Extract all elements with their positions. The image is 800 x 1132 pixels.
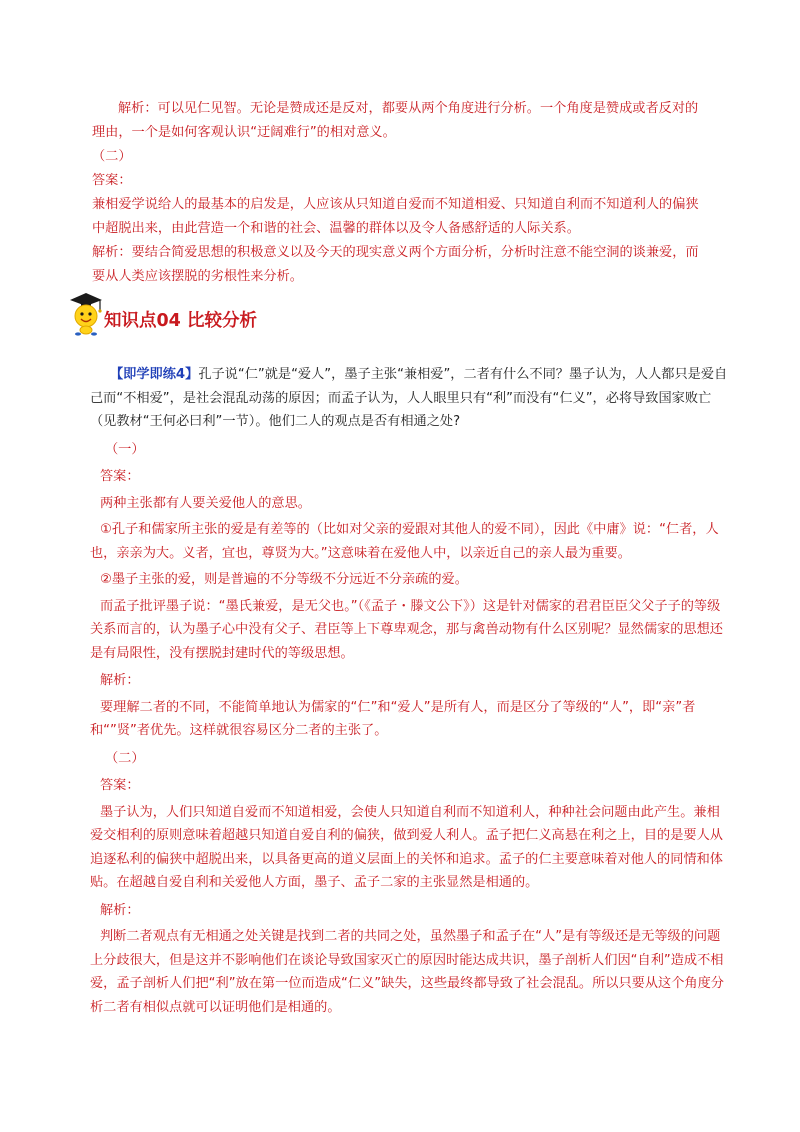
- question-text: 孔子说“仁”就是“爱人”，墨子主张“兼相爱”，二者有什么不同？墨子认为，人人都只是爱自己而“不相爱”，是社会混乱动荡的原因；而孟子认为，人人眼里只有“利”而没有“仁义”，必将导致国家败亡（见教材“王何必曰利”一节）。他们二人的观点是否有相通之处?: [90, 367, 728, 429]
- section-label: （二）: [92, 149, 132, 164]
- answer-paragraph: 两种主张都有人要关爱他人的意思。: [100, 495, 311, 511]
- answer-paragraph: 墨子认为，人们只知道自爱而不知道相爱，会使人只知道自利而不知道利人，种种社会问题由此产生。兼相爱交相利的原则意味着超越只知道自爱自利的偏狭，做到爱人利人。孟子把仁义高悬在利之上，目的是要人从追逐私利的偏狭中超脱出来，以具备更高的道义层面上的关怀和追求。孟子的仁主要意味着对他人的同情和体贴。在超越自爱自利和关爱他人方面，墨子、孟子二家的主张显然是相通的。: [90, 804, 723, 890]
- previous-answer-block: [92, 97, 710, 289]
- heading-title: 知识点04 比较分析: [104, 311, 257, 331]
- answer-label: 答案：: [100, 469, 140, 484]
- part-one-label: （一）: [105, 441, 145, 457]
- analysis-paragraph: 判断二者观点有无相通之处关键是找到二者的共同之处，虽然墨子和孟子在“人”是有等级还是无等级的问题上分歧很大，但是这并不影响他们在谈论导致国家灭亡的原因时能达成共识，墨子剖析人们因“自利”造成不相爱，孟子剖析人们把“利”放在第一位而造成“仁义”缺失，这些最终都导致了社会混乱。所以只要从这个角度分析二者有相似点就可以证明他们是相通的。: [90, 929, 724, 1015]
- answer-label: 答案：: [92, 173, 132, 188]
- answer-paragraph: ②墨子主张的爱，则是普遍的不分等级不分远近不分亲疏的爱。: [100, 572, 468, 587]
- exercise-question: [90, 363, 730, 434]
- analysis-paragraph: 解析：可以见仁见智。无论是赞成还是反对，都要从两个角度进行分析。一个角度是赞成或者反对的理由，一个是如何客观认识“迂阔难行”的相对意义。: [92, 101, 699, 140]
- answer-label: 答案：: [100, 778, 140, 793]
- exercise-block: [90, 363, 730, 1022]
- knowledge-point-heading: [64, 290, 464, 340]
- analysis-label: 解析：: [100, 673, 140, 688]
- answer-paragraph: 而孟子批评墨子说：“墨氏兼爱，是无父也。”（《孟子・滕文公下》）这是针对儒家的君君臣臣父父子子的等级关系而言的，认为墨子心中没有父子、君臣等上下尊卑观念，那与禽兽动物有什么区别呢？显然儒家的思想还是有局限性，没有摆脱封建时代的等级思想。: [90, 598, 723, 661]
- analysis-paragraph: 解析：要结合简爱思想的积极意义以及今天的现实意义两个方面分析，分析时注意不能空洞的谈兼爱，而要从人类应该摆脱的劣根性来分析。: [92, 245, 699, 284]
- analysis-paragraph: 要理解二者的不同，不能简单地认为儒家的“仁”和“爱人”是所有人，而是区分了等级的“人”，即“亲”者和“”贤”者优先。这样就很容易区分二者的主张了。: [90, 699, 696, 738]
- answer-paragraph: ①孔子和儒家所主张的爱是有差等的（比如对父亲的爱跟对其他人的爱不同），因此《中庸》说：“仁者，人也，亲亲为大。义者，宜也，尊贤为大。”这意味着在爱他人中，以亲近自己的亲人最为重要。: [90, 522, 719, 561]
- answer-paragraph: 兼相爱学说给人的最基本的启发是，人应该从只知道自爱而不知道相爱、只知道自利而不知道利人的偏狭中超脱出来，由此营造一个和谐的社会、温馨的群体以及令人备感舒适的人际关系。: [92, 197, 699, 236]
- exercise-tag: 【即学即练4】: [110, 367, 199, 382]
- part-two-label: （二）: [105, 750, 145, 766]
- analysis-label: 解析：: [100, 902, 140, 918]
